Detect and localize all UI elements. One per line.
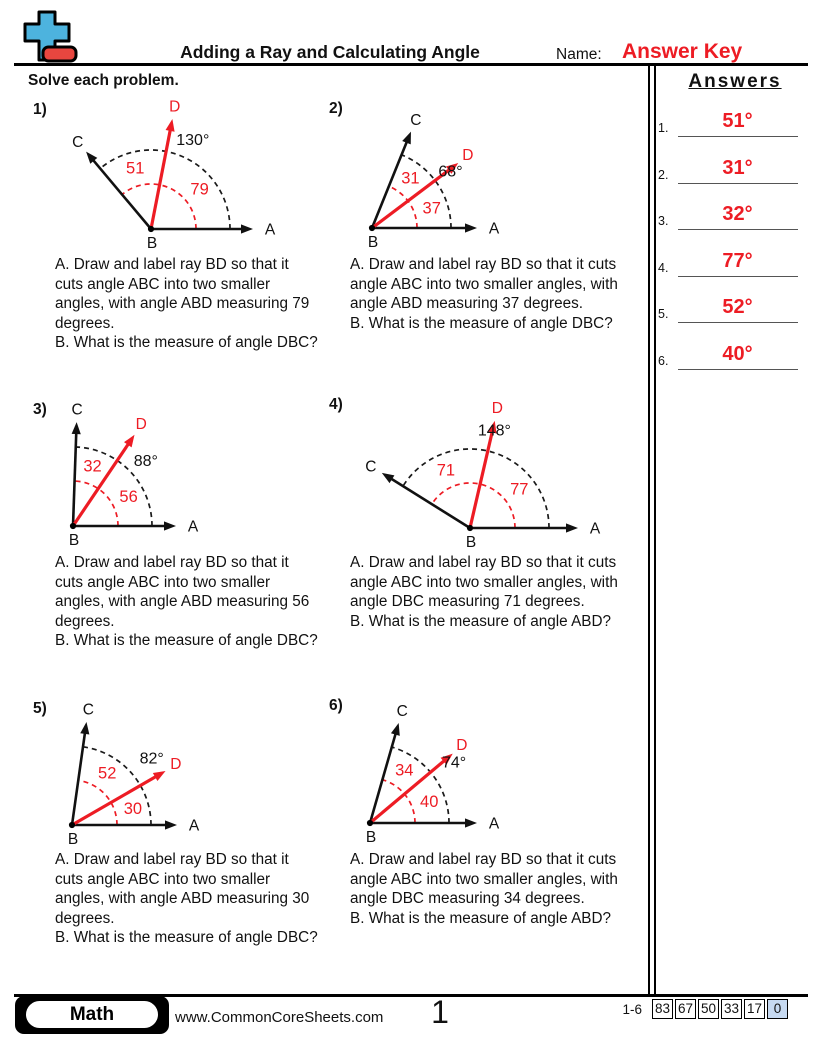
angle-diagram	[330, 688, 642, 854]
ray-BC-arrowhead	[402, 132, 411, 145]
total-angle-label: 130°	[176, 131, 210, 149]
score-cell: 50	[698, 999, 719, 1019]
answer-number: 6.	[658, 354, 669, 368]
angle-DBC-label: 32	[83, 457, 102, 476]
label-A: A	[589, 520, 601, 538]
answer-row	[656, 250, 797, 277]
text-line: B. What is the measure of angle ABD?	[350, 909, 612, 927]
total-angle-label: 74°	[441, 754, 467, 772]
label-D: D	[170, 756, 182, 773]
problem-text	[350, 255, 618, 333]
inner-angle-arc	[382, 780, 415, 823]
plus-minus-logo-icon	[18, 10, 80, 64]
answer-number: 3.	[658, 214, 669, 228]
ray-BD	[151, 128, 171, 229]
label-C: C	[72, 134, 84, 152]
label-D: D	[135, 415, 147, 433]
total-angle-label: 88°	[133, 452, 158, 470]
score-cell-highlighted: 0	[767, 999, 788, 1019]
label-C: C	[71, 401, 83, 419]
ray-BA-arrowhead	[465, 223, 477, 232]
text-line: A. Draw and label ray BD so that it	[55, 256, 289, 273]
label-B: B	[365, 829, 377, 846]
text-line: degrees.	[55, 612, 115, 630]
ray-BC	[72, 731, 85, 825]
text-line: angle DBC measuring 71 degrees.	[350, 593, 585, 611]
answer-number: 5.	[658, 307, 669, 321]
angle-diagram	[20, 688, 320, 854]
answer-number: 4.	[658, 261, 669, 275]
text-line: angle DBC measuring 34 degrees.	[350, 890, 585, 908]
answer-row	[656, 203, 797, 230]
angle-ABD-label: 37	[422, 199, 441, 218]
instruction-text: Solve each problem.	[28, 72, 179, 89]
angle-DBC-label: 71	[436, 461, 456, 480]
total-angle-label: 82°	[139, 750, 164, 768]
angle-diagram	[20, 92, 320, 258]
total-angle-arc	[392, 747, 449, 823]
answer-value: 77°	[722, 250, 753, 272]
answer-row	[656, 110, 797, 137]
score-range-label: 1-6	[622, 1002, 642, 1017]
label-A: A	[264, 221, 276, 239]
answer-blank-line	[678, 369, 798, 370]
ray-BD	[73, 442, 129, 526]
label-D: D	[491, 400, 504, 418]
ray-BD-arrowhead	[166, 119, 175, 132]
text-line: angle ABD measuring 37 degrees.	[350, 295, 584, 313]
text-line: A. Draw and label ray BD so that it	[55, 851, 289, 868]
ray-BC	[73, 431, 76, 526]
label-C: C	[82, 701, 94, 719]
answer-blank-line	[678, 229, 798, 230]
angle-DBC-label: 31	[401, 169, 420, 188]
page-number: 1	[431, 994, 449, 1030]
problem-number: 6)	[329, 697, 343, 714]
text-line: angle ABC into two smaller angles, with	[350, 275, 618, 293]
answer-blank-line	[678, 322, 798, 323]
header-rule	[14, 63, 808, 66]
label-A: A	[188, 817, 200, 835]
inner-angle-arc	[75, 481, 118, 526]
problem-number: 5)	[33, 700, 47, 717]
angle-ABD-label: 77	[510, 480, 529, 499]
inner-angle-arc	[432, 483, 515, 528]
angle-diagram	[330, 390, 642, 556]
label-A: A	[187, 518, 199, 536]
ray-BD	[72, 776, 158, 826]
text-line: cuts angle ABC into two smaller	[55, 275, 271, 293]
angle-ABD-label: 79	[190, 180, 209, 199]
label-A: A	[488, 815, 500, 833]
angle-DBC-label: 51	[126, 159, 145, 178]
answer-number: 2.	[658, 168, 669, 182]
text-line: cuts angle ABC into two smaller	[55, 870, 271, 888]
text-line: B. What is the measure of angle ABD?	[350, 612, 612, 630]
label-C: C	[365, 458, 377, 476]
score-cell: 83	[652, 999, 673, 1019]
vertex-dot	[70, 523, 76, 529]
answer-number: 1.	[658, 121, 669, 135]
text-line: angles, with angle ABD measuring 30	[55, 890, 310, 908]
ray-BA-arrowhead	[164, 521, 176, 530]
answer-key-text: Answer Key	[622, 40, 743, 63]
problem-text	[55, 850, 318, 948]
score-cell: 17	[744, 999, 765, 1019]
vertex-dot	[367, 820, 373, 826]
angle-DBC-label: 34	[395, 761, 414, 780]
text-line: B. What is the measure of angle DBC?	[55, 929, 318, 947]
label-B: B	[67, 831, 79, 848]
vertex-dot	[69, 822, 75, 828]
minus-shape	[43, 47, 76, 61]
answers-title: Answers	[688, 71, 782, 92]
answer-value: 31°	[722, 157, 753, 179]
text-line: A. Draw and label ray BD so that it cuts	[350, 851, 617, 868]
ray-BA-arrowhead	[165, 820, 177, 829]
vertex-dot	[467, 525, 473, 531]
label-D: D	[462, 146, 474, 164]
problem-number: 3)	[33, 401, 47, 418]
problem-text	[350, 553, 618, 631]
problem-text	[350, 850, 618, 928]
answer-blank-line	[678, 183, 798, 184]
worksheet-title: Adding a Ray and Calculating Angle	[180, 42, 480, 62]
problem-number: 4)	[329, 396, 343, 413]
ray-BC	[370, 732, 396, 823]
text-line: angles, with angle ABD measuring 79	[55, 295, 310, 313]
ray-BC-arrowhead	[382, 473, 395, 483]
ray-BA-arrowhead	[465, 818, 477, 827]
answer-value: 51°	[722, 110, 753, 132]
text-line: A. Draw and label ray BD so that it	[55, 554, 289, 571]
label-D: D	[169, 98, 181, 116]
answer-value: 32°	[722, 203, 753, 225]
score-strip	[652, 999, 788, 1019]
label-C: C	[396, 703, 408, 720]
ray-BC-arrowhead	[72, 422, 81, 434]
answer-row	[656, 343, 797, 370]
answer-row	[656, 296, 797, 323]
text-line: A. Draw and label ray BD so that it cuts	[350, 256, 617, 273]
problem-text	[55, 255, 318, 353]
text-line: degrees.	[55, 909, 115, 927]
angle-diagram	[20, 390, 320, 556]
answer-value: 40°	[722, 343, 753, 365]
ray-BA-arrowhead	[241, 224, 253, 233]
answer-value: 52°	[722, 296, 753, 318]
problem-number: 2)	[329, 100, 343, 117]
problem-number: 1)	[33, 101, 47, 118]
text-line: A. Draw and label ray BD so that it cuts	[350, 554, 617, 571]
angle-ABD-label: 30	[123, 800, 143, 819]
sidebar-divider	[648, 65, 656, 994]
label-B: B	[465, 534, 477, 551]
label-B: B	[367, 234, 379, 251]
label-C: C	[410, 112, 422, 129]
text-line: B. What is the measure of angle DBC?	[350, 314, 613, 332]
ray-BC-arrowhead	[391, 723, 400, 736]
subject-label: Math	[26, 1001, 158, 1028]
website-url: www.CommonCoreSheets.com	[175, 1009, 384, 1026]
ray-BD	[470, 430, 493, 528]
answer-row	[656, 157, 797, 184]
subject-badge	[15, 996, 169, 1034]
answer-blank-line	[678, 136, 798, 137]
text-line: B. What is the measure of angle DBC?	[55, 632, 318, 650]
text-line: angle ABC into two smaller angles, with	[350, 573, 618, 591]
total-angle-label: 68°	[438, 163, 463, 181]
text-line: angles, with angle ABD measuring 56	[55, 593, 310, 611]
text-line: cuts angle ABC into two smaller	[55, 573, 271, 591]
text-line: degrees.	[55, 314, 115, 332]
score-cell: 67	[675, 999, 696, 1019]
angle-DBC-label: 52	[98, 764, 117, 783]
label-B: B	[146, 235, 158, 252]
label-D: D	[456, 736, 468, 754]
text-line: angle ABC into two smaller angles, with	[350, 870, 618, 888]
total-angle-label: 148°	[477, 422, 511, 440]
vertex-dot	[148, 226, 154, 232]
ray-BC-arrowhead	[80, 722, 89, 735]
vertex-dot	[369, 225, 375, 231]
label-A: A	[488, 220, 500, 238]
ray-BD-arrowhead	[153, 771, 166, 781]
answer-blank-line	[678, 276, 798, 277]
name-label: Name:	[556, 46, 602, 63]
ray-BA-arrowhead	[566, 523, 578, 532]
angle-ABD-label: 40	[420, 793, 439, 811]
inner-angle-arc	[389, 186, 417, 228]
label-B: B	[68, 532, 80, 549]
text-line: B. What is the measure of angle DBC?	[55, 334, 318, 352]
angle-ABD-label: 56	[119, 487, 138, 506]
angle-diagram	[330, 92, 642, 258]
score-cell: 33	[721, 999, 742, 1019]
problem-text	[55, 553, 318, 651]
